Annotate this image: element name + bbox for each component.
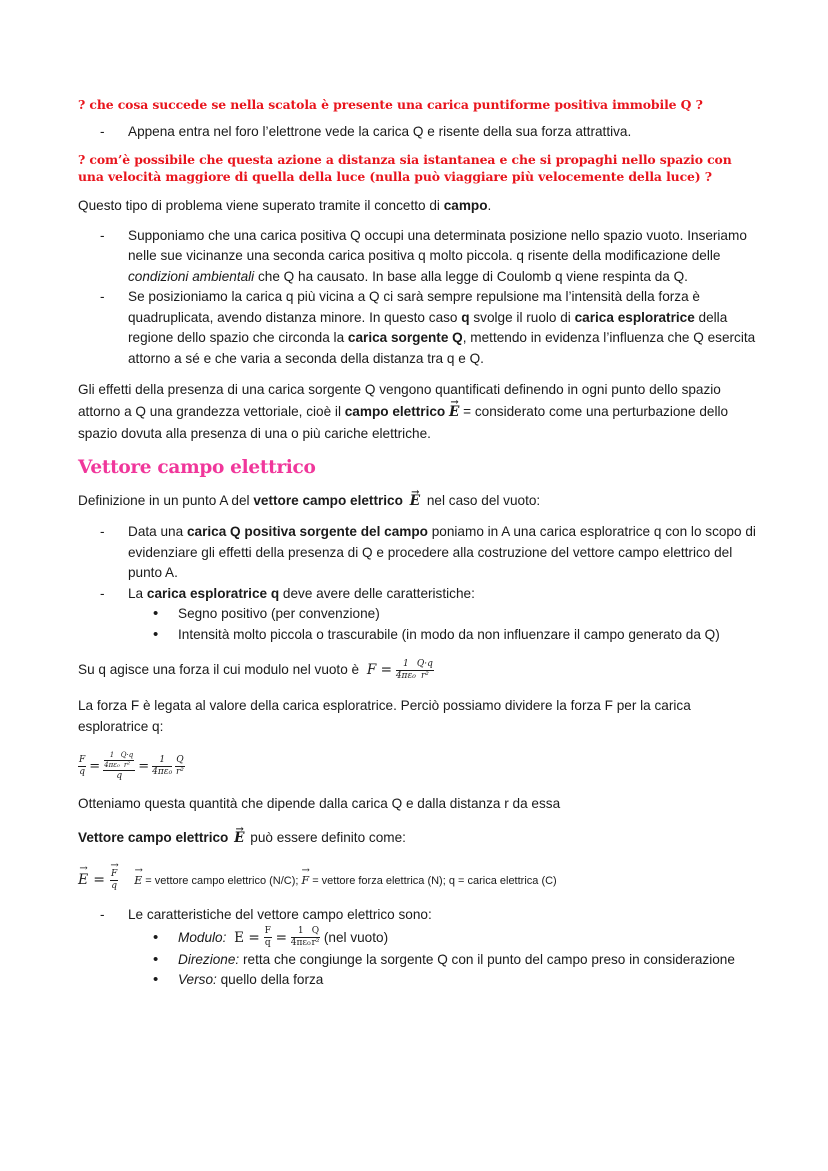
verso-item: • Verso: quello della forza: [78, 970, 758, 991]
intro-paragraph: Questo tipo di problema viene superato tramite il concetto di campo.: [78, 197, 492, 213]
characteristics-intro: - Le caratteristiche del vettore campo elettrico sono: • Modulo: E = $\frac{F}{q}$ = $\frac{1}{\text{4πε₀}}$ $\frac{Q}{\text{r²}}$ (nel vuoto) • Direzione: retta che congiunge la sorgente Q con il punto del campo preso in considerazione • Verso: quello della forza: [78, 905, 758, 991]
definition-paragraph: Definizione in un punto A del vettore campo elettrico E → nel caso del vuoto:: [78, 490, 758, 512]
vector-definition: Vettore campo elettrico E → può essere definito come:: [78, 827, 758, 849]
characteristic-item: • Intensità molto piccola o trascurabile (in modo da non influenzare il campo generato da Q): [78, 625, 758, 646]
characteristic-item: • Segno positivo (per convenzione): [78, 604, 758, 625]
result-paragraph: Otteniamo questa quantità che dipende dalla carica Q e dalla distanza r da essa: [78, 796, 561, 811]
answer-list: [78, 122, 758, 143]
vector-e-symbol: E →: [234, 828, 244, 849]
document-page: [78, 96, 758, 991]
ratio-formula: $\frac{F}{q}$ = $\frac{1}{\text{4πε₀}}$ $\frac{Q\cdot q}{\text{r²}}$ q = $\frac{1}{\text{4πε₀}}$ $\frac{Q}{\text{r²}}$: [79, 750, 184, 781]
def-point-2: - La carica esploratrice q deve avere delle caratteristiche: • Segno positivo (per convenzione) • Intensità molto piccola o trascurabile (in modo da non influenzare il campo generato da Q): [78, 584, 758, 646]
effects-paragraph: Gli effetti della presenza di una carica sorgente Q vengono quantificati definendo in ogni punto dello spazio attorno a Q una grandezza vettoriale, cioè il campo elettrico E → = considerato come una perturbazione dello spazio dovuta alla presenza di una o più cariche elettriche.: [78, 379, 758, 445]
answer-1: - Appena entra nel foro l’elettrone vede la carica Q e risente della sua forza attrattiva.: [78, 122, 758, 143]
fraction: $\frac{1}{\text{4πε₀}}$: [395, 658, 416, 681]
field-characteristics: [78, 905, 758, 991]
direzione-item: • Direzione: retta che congiunge la sorgente Q con il punto del campo preso in considerazione: [78, 950, 758, 971]
vector-e-symbol: E →: [449, 401, 459, 423]
force-relation-paragraph: La forza F è legata al valore della carica esploratrice. Perciò possiamo dividere la forza F per la carica esploratrice q:: [78, 698, 691, 734]
vector-e-symbol: E →: [410, 491, 420, 512]
charge-characteristics: [78, 604, 758, 645]
definition-points: [78, 522, 758, 645]
formula-legend: E → = vettore campo elettrico (N/C); F → = vettore forza elettrica (N); q = carica elettrica (C): [134, 874, 557, 887]
force-paragraph: Su q agisce una forza il cui modulo nel vuoto è F = $\frac{1}{\text{4πε₀}}$ $\frac{Q\cdot q}{\text{r²}}$: [78, 658, 433, 681]
point-1: - Supponiamo che una carica positiva Q occupi una determinata posizione nello spazio vuoto. Inseriamo nelle sue vicinanze una seconda carica positiva q molto piccola. q risente della modificazione delle condizioni ambientali che Q ha causato. In base alla legge di Coulomb q viene respinta da Q.: [78, 226, 758, 288]
section-title: Vettore campo elettrico: [78, 457, 316, 478]
field-formula-row: E → = $\frac{F \to}{q}$ E → = vettore campo elettrico (N/C); F → = vettore forza elettrica (N); q = carica elettrica (C): [78, 863, 758, 897]
point-2: - Se posizioniamo la carica q più vicina a Q ci sarà sempre repulsione ma l’intensità della forza è quadruplicata, avendo distanza minore. In questo caso q svolge il ruolo di carica esploratrice della regione dello spazio che circonda la carica sorgente Q, mettendo in evidenza l’influenza che Q esercita attorno a sé e che varia a seconda della distanza tra q e Q.: [78, 287, 758, 369]
question-1: ? che cosa succede se nella scatola è presente una carica puntiforme positiva immobile Q ?: [78, 97, 703, 112]
modulo-item: • Modulo: E = $\frac{F}{q}$ = $\frac{1}{\text{4πε₀}}$ $\frac{Q}{\text{r²}}$ (nel vuoto): [78, 926, 758, 950]
question-2: ? com’è possibile che questa azione a distanza sia istantanea e che si propaghi nello spazio con una velocità maggiore di quella della luce (nulla può viaggiare più velocemente della luce) ?: [78, 151, 732, 184]
term-campo: campo: [443, 197, 488, 213]
fraction: $\frac{Q\cdot q}{\text{r²}}$: [416, 658, 433, 681]
points-list: [78, 226, 758, 370]
def-point-1: - Data una carica Q positiva sorgente del campo poniamo in A una carica esploratrice q con lo scopo di evidenziare gli effetti della presenza di Q e procedere alla costruzione del vettore campo elettrico del punto A.: [78, 522, 758, 584]
